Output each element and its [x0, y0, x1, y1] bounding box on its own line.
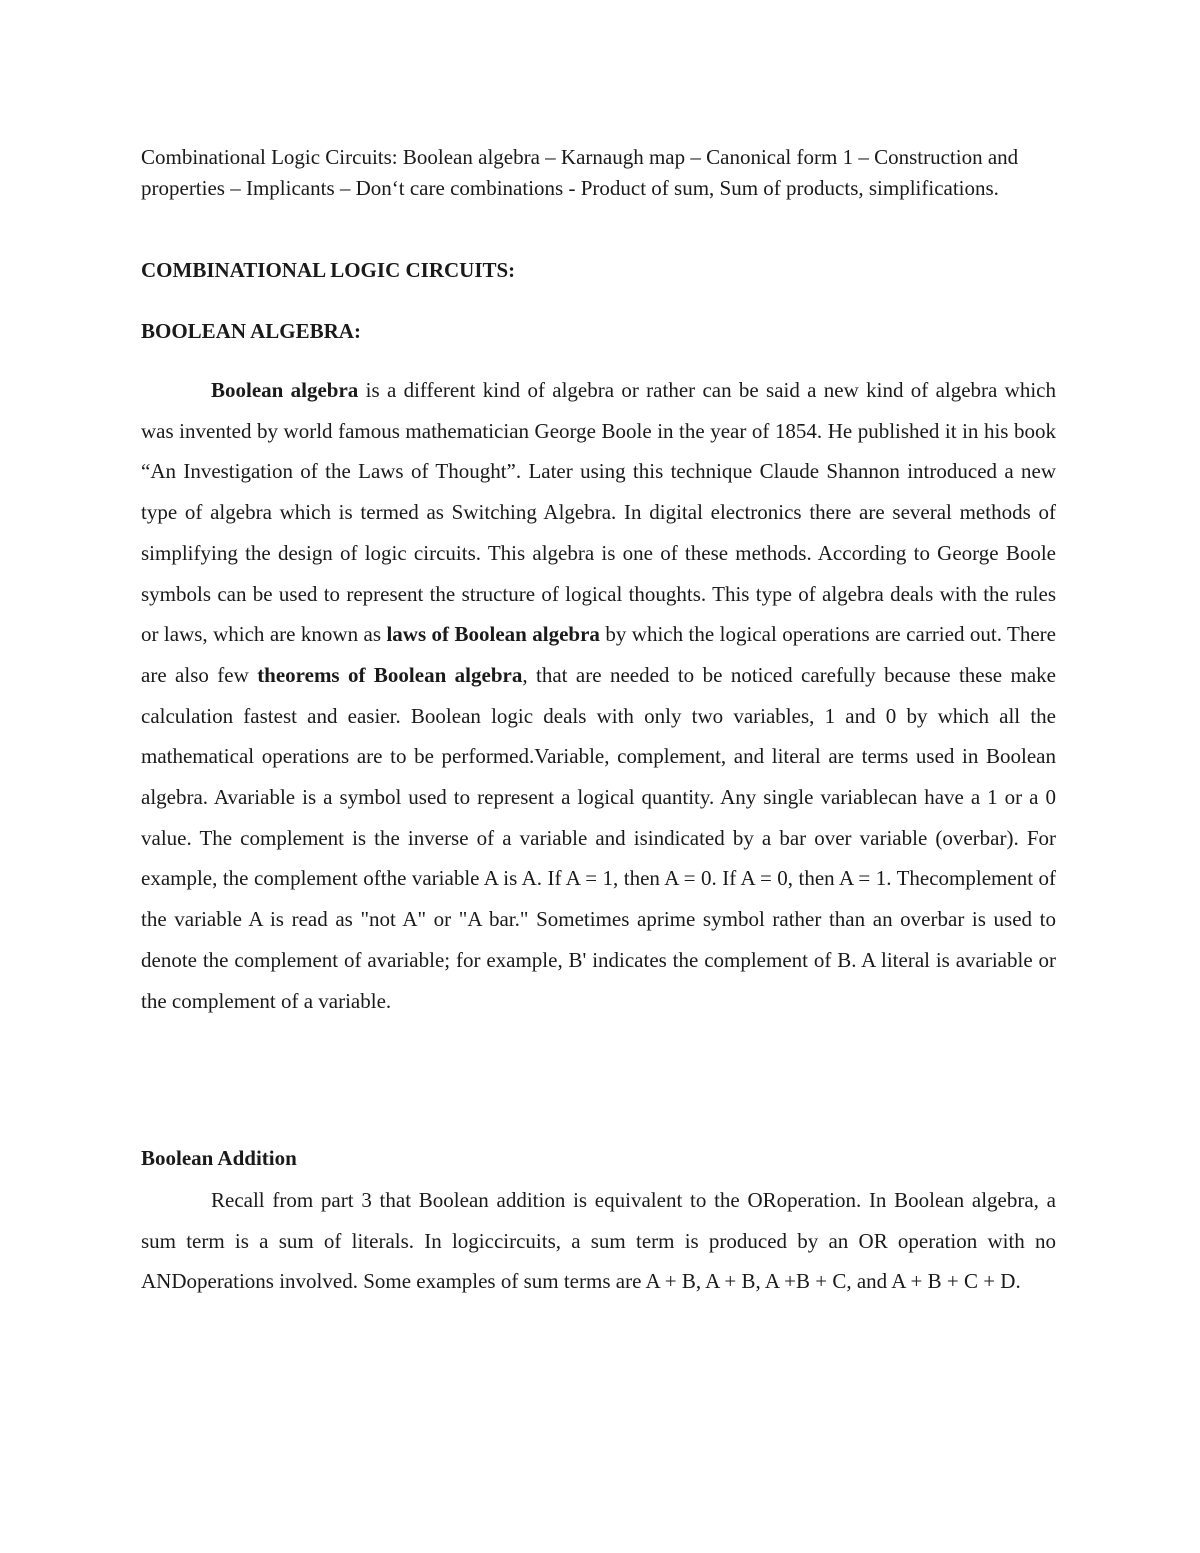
- bold-term-boolean-algebra: Boolean algebra: [211, 378, 359, 402]
- paragraph-text-segment: by which the logical operations are carried out. There are also few: [141, 622, 1056, 687]
- bold-term-theorems-of-boolean-algebra: theorems of Boolean algebra: [257, 662, 523, 687]
- paragraph-text-segment: is a different kind of algebra or rather can be said a new kind of algebra which was invented by world famous mathematician George Boole in the year of 1854. He published it in his book “An Investigation of the Laws of Thought”. Later using this technique Claude Shannon introduced a new type of algebra which is termed as Switching Algebra. In digital electronics there are several methods of simplifying the design of logic circuits. This algebra is one of these methods. According to George Boole symbols can be used to represent the structure of logical thoughts. This type of algebra deals with the rules or laws, which are known as: [141, 378, 1056, 647]
- heading-combinational-logic-circuits: COMBINATIONAL LOGIC CIRCUITS:: [141, 258, 516, 282]
- boolean-algebra-paragraph: [141, 370, 1056, 1021]
- heading-boolean-algebra: BOOLEAN ALGEBRA:: [141, 319, 361, 343]
- intro-paragraph: Combinational Logic Circuits: Boolean algebra – Karnaugh map – Canonical form 1 – Construction and properties – Implicants – Don‘t care combinations - Product of sum, Sum of products, simplifications.: [141, 145, 1019, 200]
- boolean-addition-paragraph: Recall from part 3 that Boolean addition is equivalent to the ORoperation. In Boolean algebra, a sum term is a sum of literals. In logiccircuits, a sum term is produced by an OR operation with no ANDoperations involved. Some examples of sum terms are A + B, A + B, A +B + C, and A + B + C + D.: [141, 1188, 1056, 1294]
- bold-term-laws-of-boolean-algebra: laws of Boolean algebra: [386, 622, 600, 647]
- paragraph-text-segment: , that are needed to be noticed carefully because these make calculation fastest and easier. Boolean logic deals with only two variables, 1 and 0 by which all the mathematical operations are to be performed.Variable, complement, and literal are terms used in Boolean algebra. Avariable is a symbol used to represent a logical quantity. Any single variablecan have a 1 or a 0 value. The complement is the inverse of a variable and isindicated by a bar over variable (overbar). For example, the complement ofthe variable A is A. If A = 1, then A = 0. If A = 0, then A = 1. Thecomplement of the variable A is read as "not A" or "A bar." Sometimes aprime symbol rather than an overbar is used to denote the complement of avariable; for example, B' indicates the complement of B. A literal is avariable or the complement of a variable.: [141, 662, 1056, 1013]
- heading-boolean-addition: Boolean Addition: [141, 1146, 297, 1170]
